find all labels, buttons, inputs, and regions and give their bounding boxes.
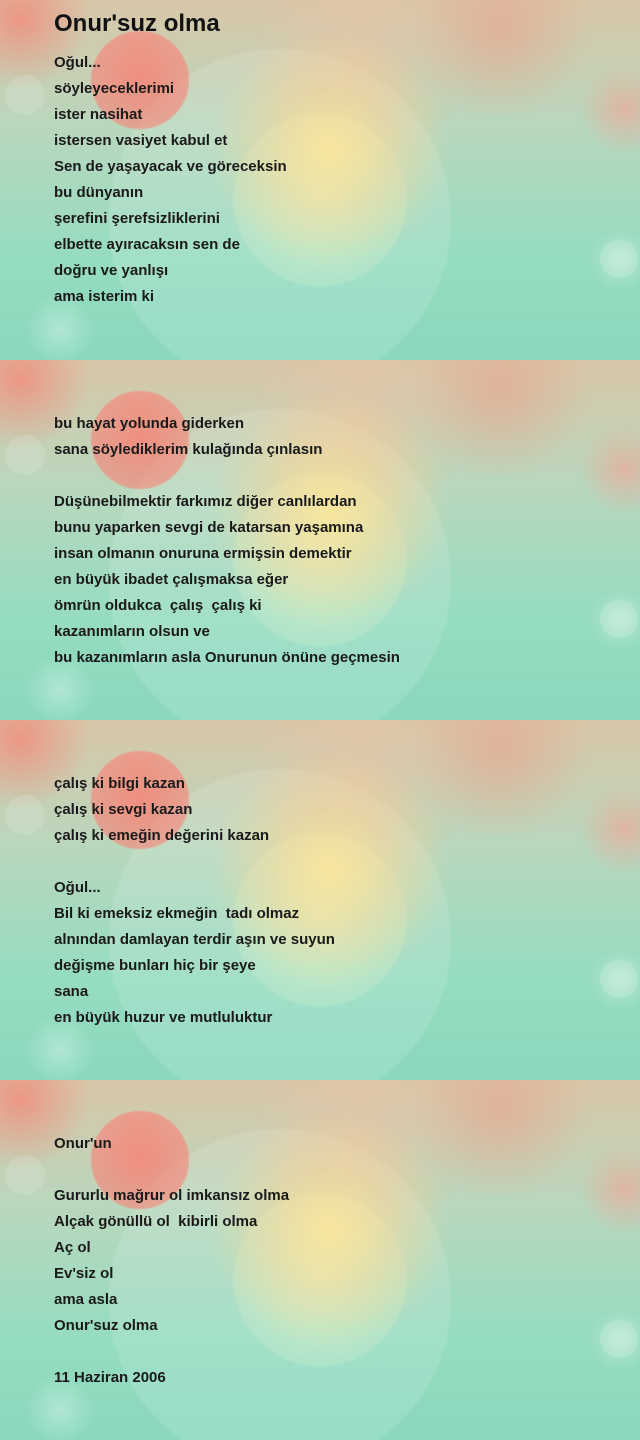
poem-line: şerefini şerefsizliklerini <box>54 210 220 227</box>
poem-line: Onur'un <box>54 1135 112 1152</box>
bokeh-circle <box>600 1320 638 1358</box>
bokeh-circle <box>600 240 638 278</box>
poem-line: değişme bunları hiç bir şeye <box>54 957 256 974</box>
poem-line: Düşünebilmektir farkımız diğer canlılardan <box>54 493 357 510</box>
poem-line: bunu yaparken sevgi de katarsan yaşamına <box>54 519 364 536</box>
poem-line: bu kazanımların asla Onurunun önüne geçmesin <box>54 649 400 666</box>
poem-line: insan olmanın onuruna ermişsin demektir <box>54 545 352 562</box>
bokeh-circle <box>5 435 45 475</box>
bokeh-circle <box>5 1155 45 1195</box>
poem-panel-4 <box>0 1080 640 1440</box>
poem-line: en büyük ibadet çalışmaksa eğer <box>54 571 289 588</box>
poem-line: Bil ki emeksiz ekmeğin tadı olmaz <box>54 905 300 922</box>
poem-panel-1 <box>0 0 640 360</box>
stanza-2 <box>54 411 400 671</box>
poem-line: Onur'suz olma <box>54 1317 158 1334</box>
poem-line <box>54 1157 289 1183</box>
poem-line: çalış ki emeğin değerini kazan <box>54 827 270 844</box>
poem-line: Ev'siz ol <box>54 1265 114 1282</box>
poem-line: Oğul... <box>54 54 101 71</box>
poem-line: ömrün oldukca çalış çalış ki <box>54 597 262 614</box>
poem-line: Aç ol <box>54 1239 91 1256</box>
poem-line: Sen de yaşayacak ve göreceksin <box>54 158 287 175</box>
bokeh-circle <box>5 795 45 835</box>
stanza-3 <box>54 771 335 1031</box>
bokeh-circle <box>600 960 638 998</box>
poem-panel-2 <box>0 360 640 720</box>
poem-line: söyleyeceklerimi <box>54 80 175 97</box>
poem-date: 11 Haziran 2006 <box>54 1369 166 1386</box>
poem-line: doğru ve yanlışı <box>54 262 169 279</box>
poem-line: sana <box>54 983 89 1000</box>
poem-line <box>54 463 400 489</box>
poem-panel-3 <box>0 720 640 1080</box>
poem-line: bu dünyanın <box>54 184 144 201</box>
poem-line: ister nasihat <box>54 106 143 123</box>
poem-line: Gururlu mağrur ol imkansız olma <box>54 1187 290 1204</box>
stanza-1 <box>54 50 287 310</box>
poem-line: çalış ki bilgi kazan <box>54 775 185 792</box>
bokeh-circle <box>5 75 45 115</box>
poem-line: kazanımların olsun ve <box>54 623 210 640</box>
poem-line: bu hayat yolunda giderken <box>54 415 245 432</box>
poem-line <box>54 849 335 875</box>
poem-line: alnından damlayan terdir aşın ve suyun <box>54 931 335 948</box>
poem-line: sana söylediklerim kulağında çınlasın <box>54 441 323 458</box>
poem-line: Alçak gönüllü ol kibirli olma <box>54 1213 258 1230</box>
poem-line: en büyük huzur ve mutluluktur <box>54 1009 273 1026</box>
poem-line: istersen vasiyet kabul et <box>54 132 228 149</box>
poem-line <box>54 1339 289 1365</box>
poem-line: ama asla <box>54 1291 118 1308</box>
bokeh-circle <box>600 600 638 638</box>
poem-line: Oğul... <box>54 879 101 896</box>
stanza-4 <box>54 1131 289 1391</box>
poem-line: ama isterim ki <box>54 288 155 305</box>
poem-title: Onur'suz olma <box>54 10 220 37</box>
poem-line: elbette ayıracaksın sen de <box>54 236 240 253</box>
poem-line: çalış ki sevgi kazan <box>54 801 193 818</box>
